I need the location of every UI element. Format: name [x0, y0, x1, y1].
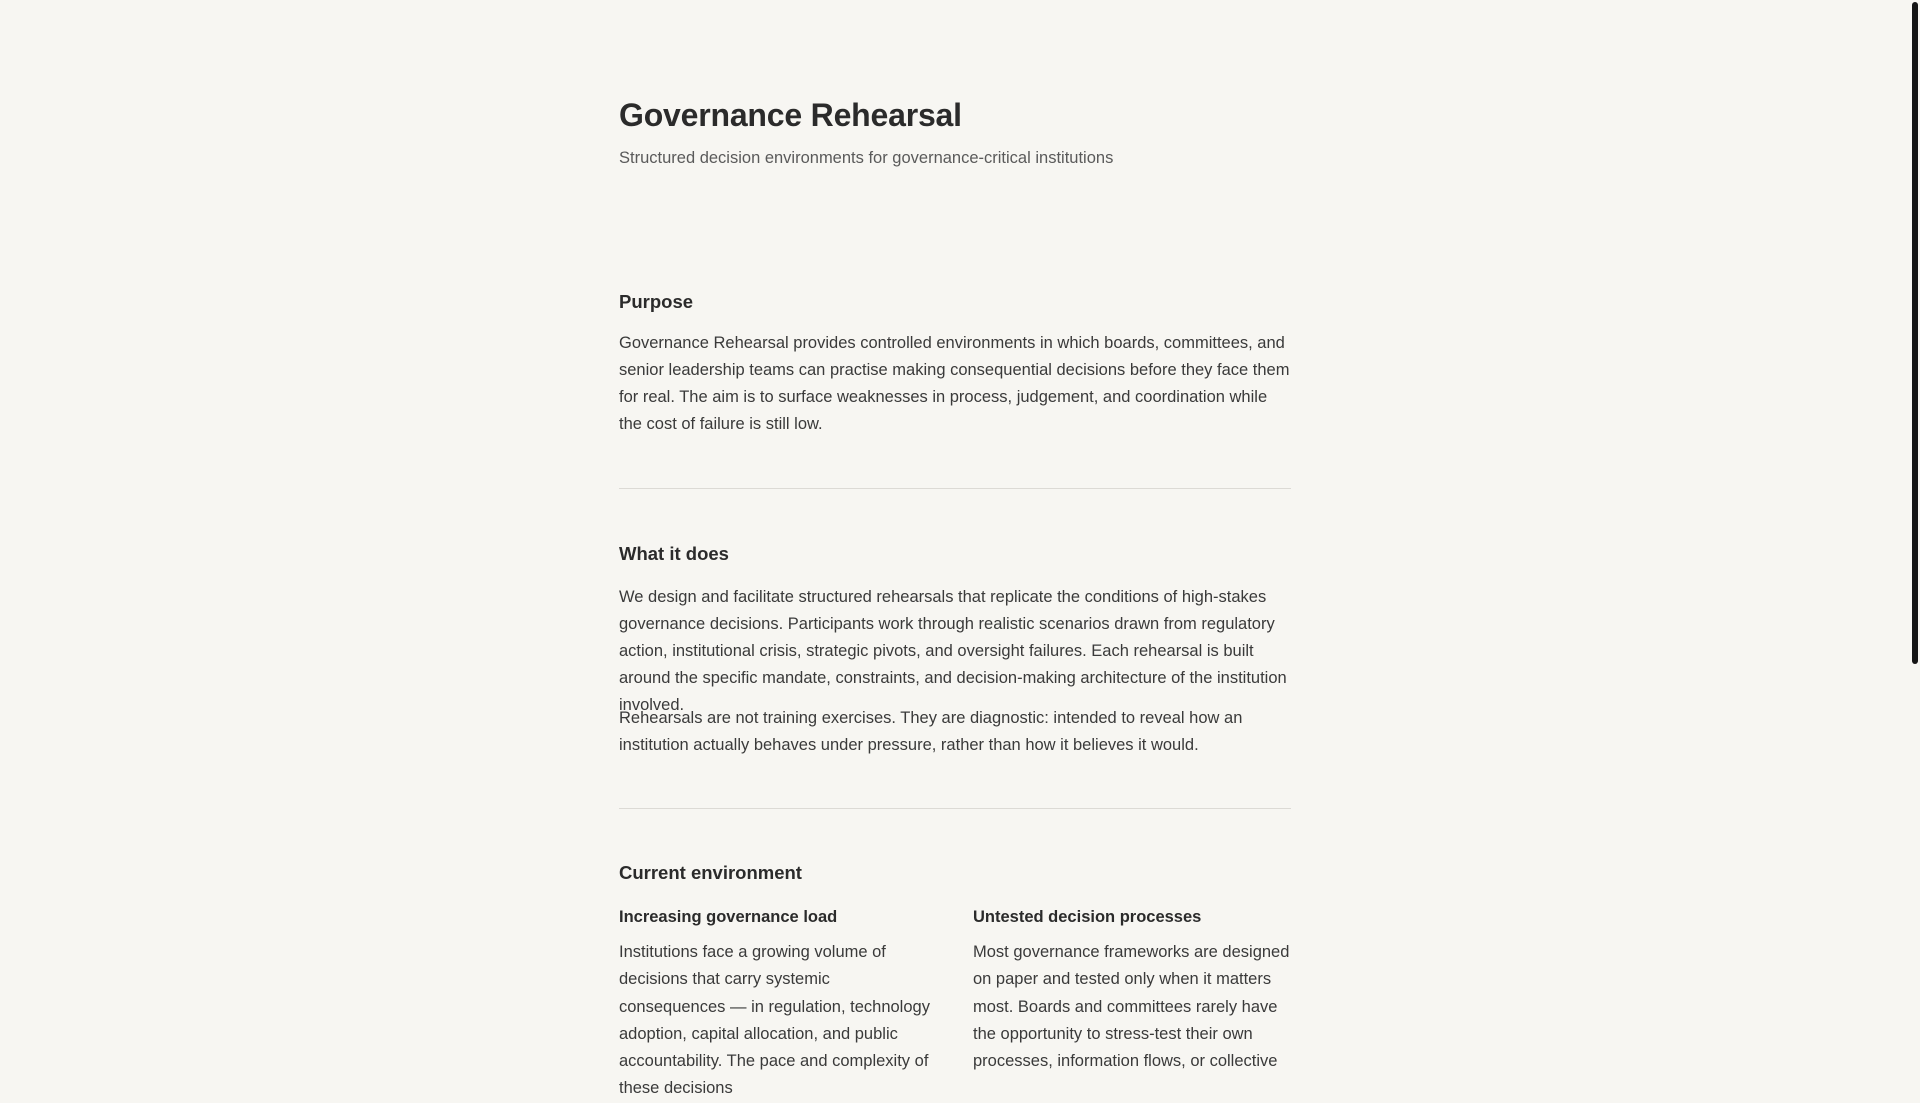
environment-columns — [619, 905, 1291, 1103]
section-heading-what-it-does: What it does — [619, 543, 729, 564]
vertical-scrollbar[interactable] — [1906, 0, 1920, 1080]
scrollbar-thumb[interactable] — [1912, 2, 1918, 664]
column-untested-processes — [973, 905, 1291, 1103]
section-divider — [619, 488, 1291, 489]
section-heading-current-environment: Current environment — [619, 862, 802, 883]
column-heading: Untested decision processes — [973, 908, 1202, 926]
purpose-paragraph: Governance Rehearsal provides controlled environments in which boards, committees, and senior leadership teams can practise making consequential decisions before they face them for real. The aim is to surface weaknesses in process, judgement, and coordination while the cost of failure is still low. — [619, 334, 1290, 433]
section-heading-purpose: Purpose — [619, 291, 694, 312]
page-subtitle: Structured decision environments for governance-critical institutions — [619, 149, 1114, 167]
column-governance-load — [619, 905, 937, 1103]
what-it-does-paragraph-2: Rehearsals are not training exercises. They are diagnostic: intended to reveal how an institution actually behaves under pressure, rather than how it believes it would. — [619, 709, 1243, 754]
what-it-does-paragraph-1: We design and facilitate structured rehearsals that replicate the conditions of high-stakes governance decisions. Participants work through realistic scenarios drawn from regulatory action, institutional crisis, strategic pivots, and oversight failures. Each rehearsal is built around the specific mandate, constraints, and decision-making architecture of the institution involved. — [619, 588, 1287, 714]
column-heading: Increasing governance load — [619, 908, 838, 926]
column-text: Institutions face a growing volume of decisions that carry systemic consequences — in regulation, technology adoption, capital allocation, and public accountability. The pace and complexity of these decisions — [619, 943, 930, 1098]
page-title: Governance Rehearsal — [619, 97, 962, 133]
section-divider — [619, 808, 1291, 809]
column-text: Most governance frameworks are designed on paper and tested only when it matters most. Boards and committees rarely have the opportunity to stress-test their own processes, information flows, or collective — [973, 943, 1290, 1071]
